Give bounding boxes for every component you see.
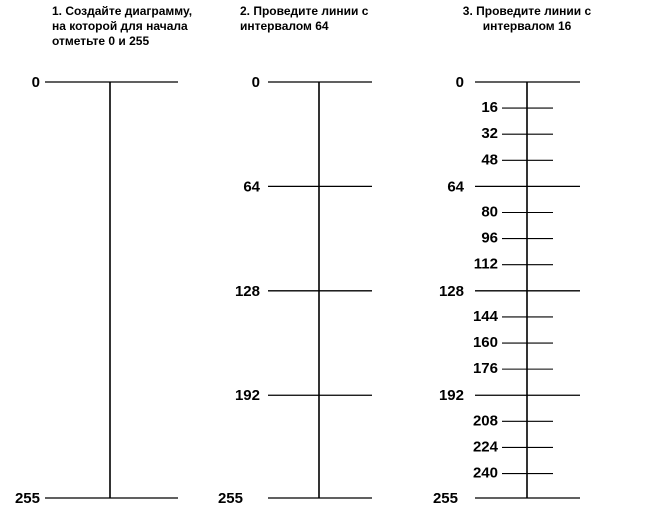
major-tick-label: 255 [14, 490, 40, 507]
major-tick-label: 255 [432, 490, 458, 507]
minor-tick-label: 112 [473, 255, 498, 273]
major-tick-label: 0 [31, 74, 40, 91]
minor-tick-label: 160 [472, 334, 498, 352]
step-2-title: 2. Проведите линии с интервалом 64 [240, 4, 369, 33]
step-1-title: 1. Создайте диаграмму, на которой для начала отметьте 0 и 255 [52, 4, 193, 48]
major-tick-label: 255 [217, 490, 243, 507]
minor-tick-label: 96 [481, 229, 498, 247]
major-tick-label: 128 [234, 282, 260, 300]
minor-tick-label: 48 [481, 151, 498, 169]
major-tick-label: 192 [234, 387, 260, 405]
major-tick-label: 128 [438, 282, 464, 300]
major-tick-label: 192 [438, 387, 464, 405]
major-tick-label: 0 [251, 74, 260, 91]
minor-tick-label: 16 [481, 99, 498, 117]
step-3-title: 3. Проведите линии с интервалом 16 [462, 4, 592, 33]
minor-tick-label: 240 [472, 464, 498, 482]
diagram-1 [15, 74, 178, 507]
major-tick-label: 0 [455, 74, 464, 91]
major-tick-label: 64 [447, 178, 464, 196]
minor-tick-label: 32 [481, 125, 498, 143]
minor-tick-label: 80 [481, 203, 498, 221]
minor-tick-label: 176 [472, 360, 498, 378]
diagram-2 [218, 74, 372, 507]
minor-tick-label: 208 [472, 412, 498, 430]
minor-tick-label: 144 [472, 307, 498, 325]
major-tick-label: 64 [243, 178, 260, 196]
diagram-3 [433, 74, 580, 507]
minor-tick-label: 224 [472, 438, 498, 456]
